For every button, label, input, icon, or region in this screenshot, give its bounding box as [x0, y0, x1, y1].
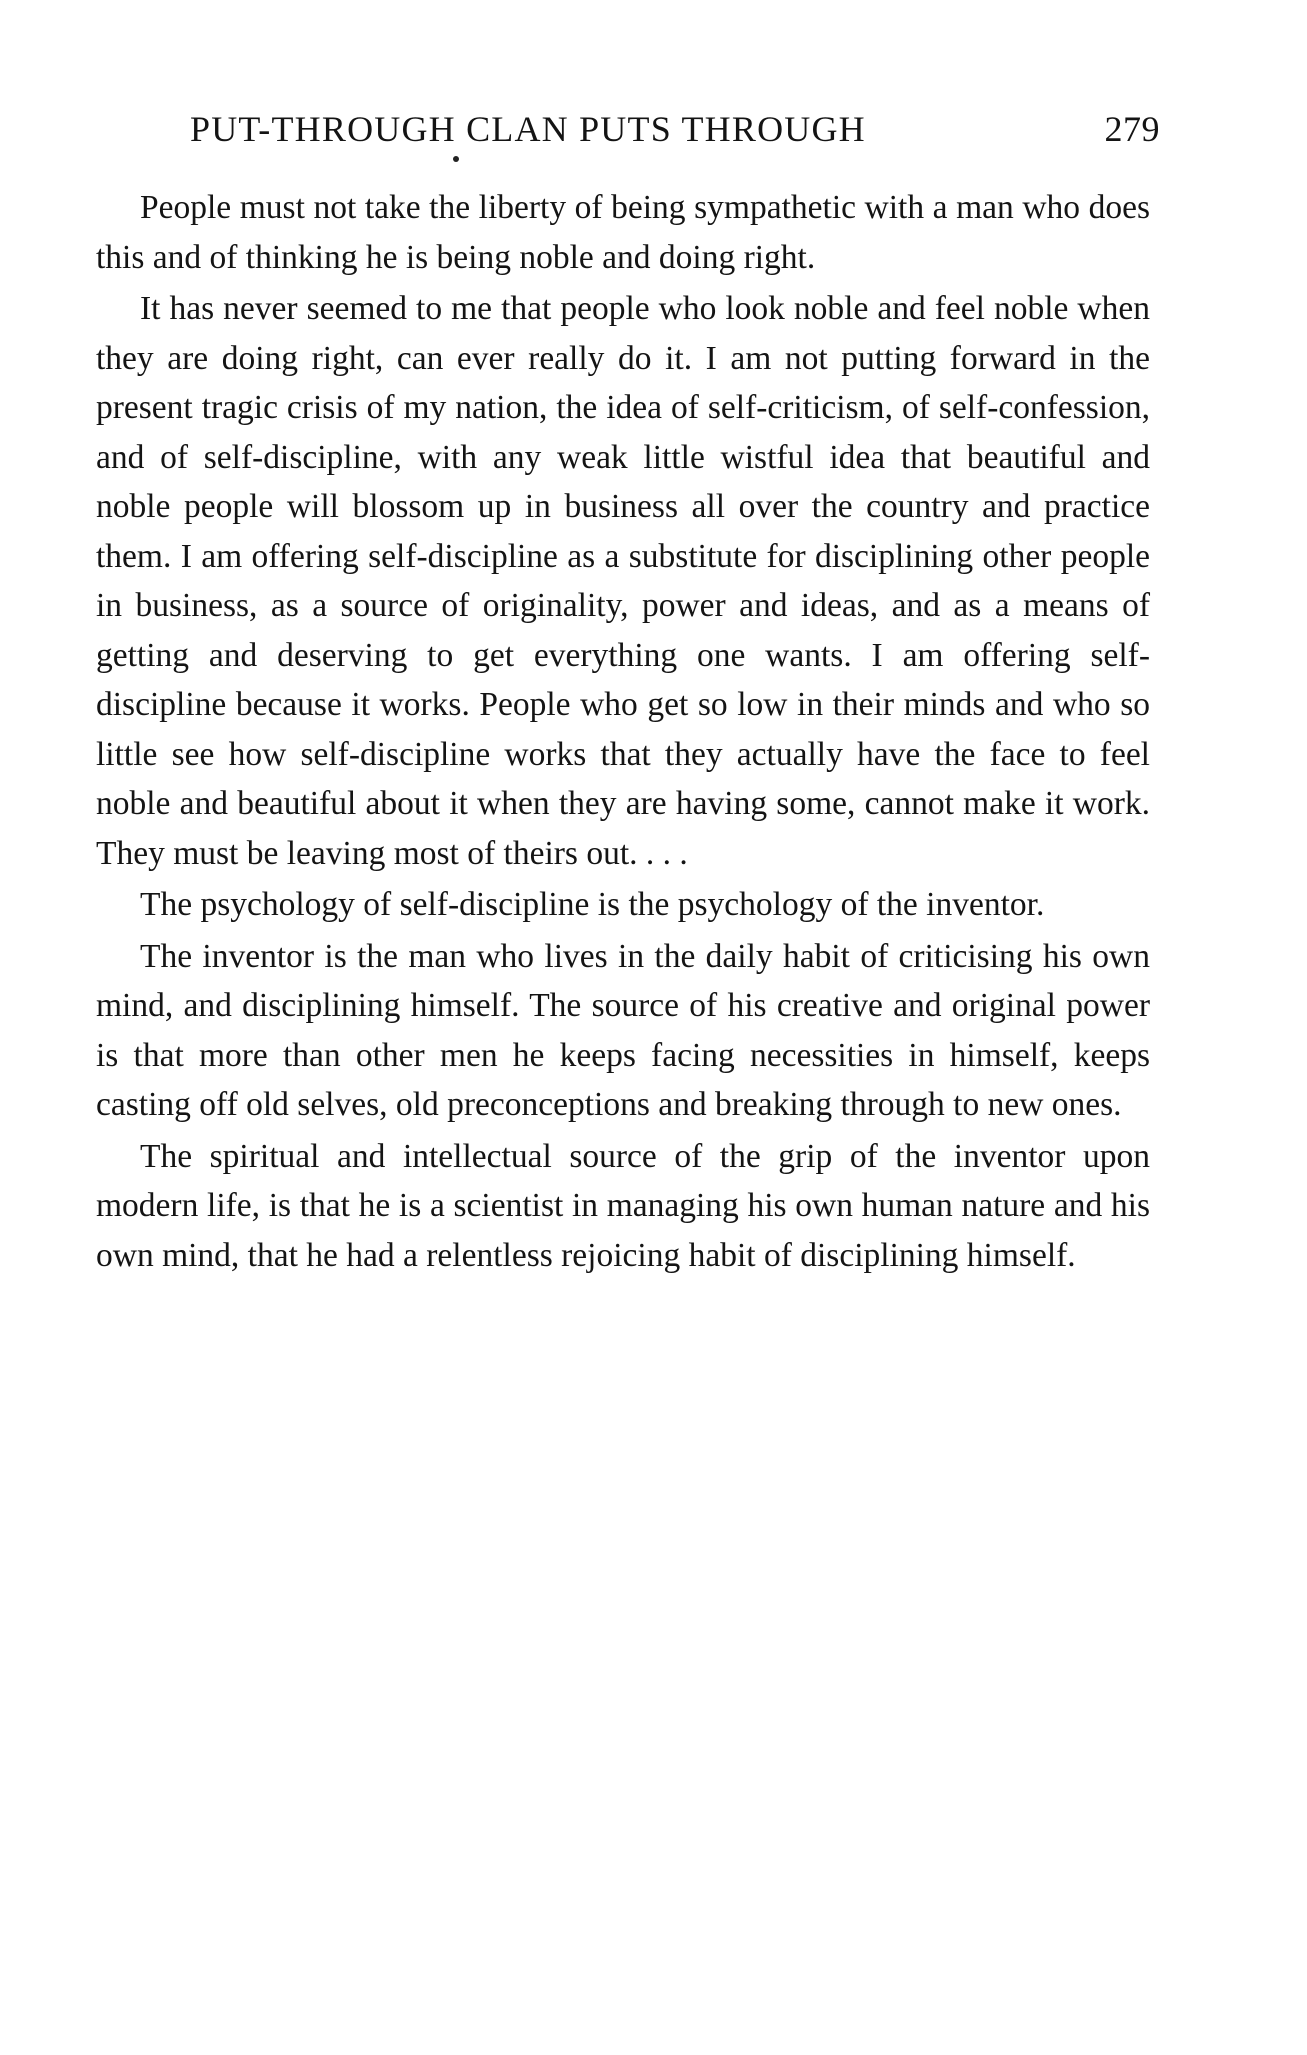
paragraph: People must not take the liberty of being sympathetic with a man who does this and of thinking he is being noble and doing right.	[96, 189, 1150, 276]
page-header	[190, 108, 1160, 158]
paragraph: The inventor is the man who lives in the daily habit of criticising his own mind, and disciplining himself. The source of his creative and original power is that more than other men he keeps facing necessities in himself, keeps casting off old selves, old preconceptions and breaking through to new ones.	[96, 937, 1150, 1123]
running-head: PUT-THROUGH CLAN PUTS THROUGH	[190, 109, 866, 149]
paragraph: The spiritual and intellectual source of the grip of the inventor upon modern life, is that he is a scientist in managing his own human nature and his own mind, that he had a relentless rejoicing habit of disciplining himself.	[96, 1137, 1150, 1274]
paragraph: The psychology of self-discipline is the psychology of the inventor.	[140, 886, 1045, 923]
print-speck	[453, 156, 459, 162]
paragraph: It has never seemed to me that people who look noble and feel noble when they are doing right, can ever really do it. I am not putting forward in the present tragic crisis of my nation, the idea of self-criticism, of self-confession, and of self-discipline, with any weak little wistful idea that beautiful and noble people will blossom up in business all over the country and practice them. I am offering self-discipline as a substitute for disciplining other people in business, as a source of originality, power and ideas, and as a means of getting and deserving to get everything one wants. I am offering self-discipline because it works. People who get so low in their minds and who so little see how self-discipline works that they actually have the face to feel noble and beautiful about it when they are having some, cannot make it work. They must be leaving most of theirs out. . . .	[96, 290, 1150, 872]
page-number: 279	[1104, 109, 1160, 149]
body-text	[96, 183, 1150, 1282]
